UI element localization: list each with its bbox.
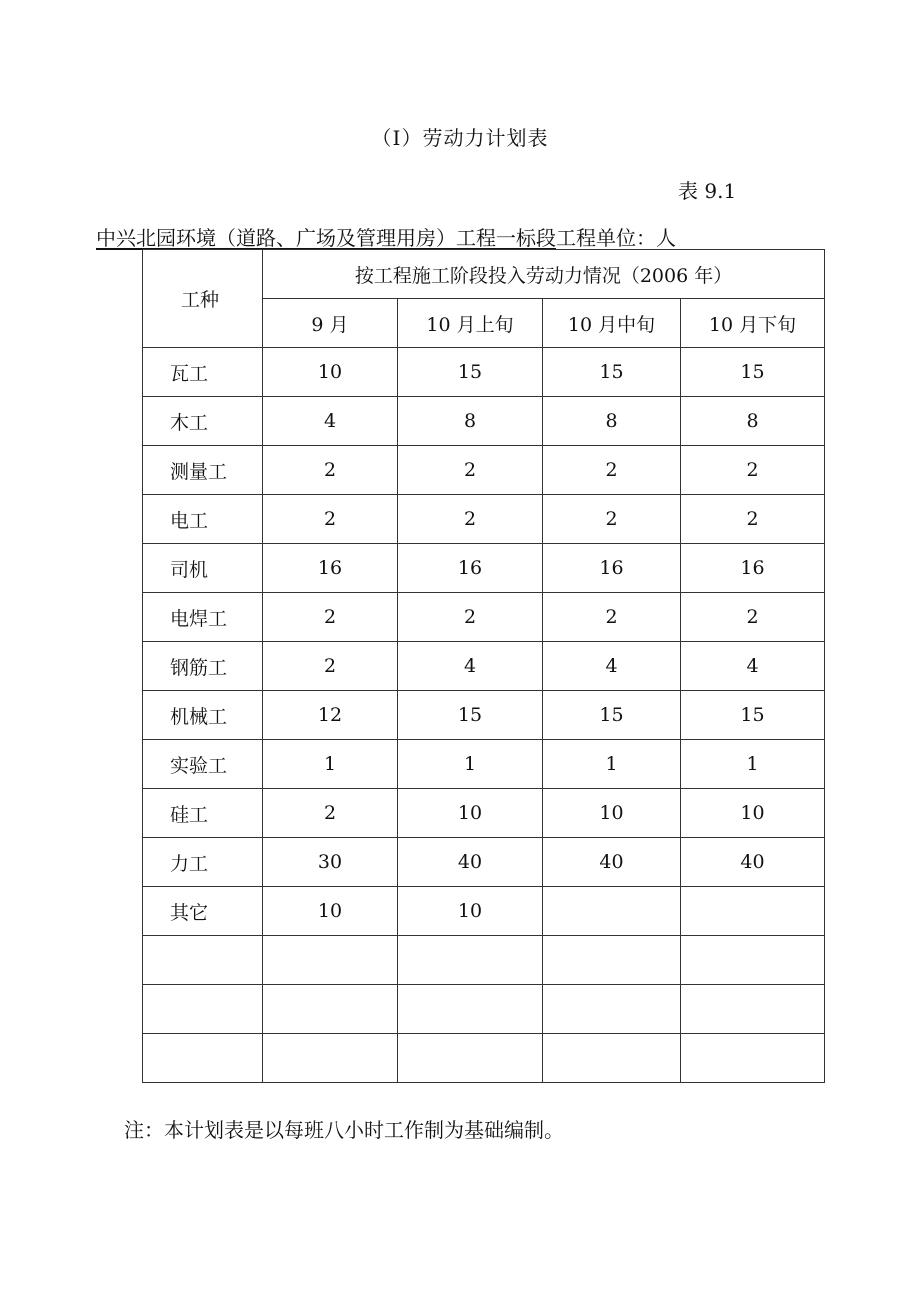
- headcount-cell: 40: [543, 838, 681, 887]
- headcount-cell: 16: [263, 544, 398, 593]
- headcount-cell: 8: [543, 397, 681, 446]
- trade-cell: [143, 936, 263, 985]
- trade-cell: 测量工: [143, 446, 263, 495]
- headcount-cell: [681, 936, 825, 985]
- table-row: [143, 544, 825, 593]
- headcount-cell: 10: [263, 887, 398, 936]
- table-row: [143, 740, 825, 789]
- table-row: [143, 348, 825, 397]
- headcount-cell: 2: [398, 495, 543, 544]
- headcount-cell: [398, 936, 543, 985]
- headcount-cell: 15: [681, 691, 825, 740]
- headcount-cell: 30: [263, 838, 398, 887]
- headcount-cell: 2: [543, 495, 681, 544]
- table-row: [143, 397, 825, 446]
- headcount-cell: 8: [398, 397, 543, 446]
- headcount-cell: 16: [681, 544, 825, 593]
- header-row-group: [143, 250, 825, 299]
- headcount-cell: 1: [398, 740, 543, 789]
- table-row: [143, 495, 825, 544]
- table-row: [143, 838, 825, 887]
- table-row: [143, 789, 825, 838]
- headcount-cell: [681, 887, 825, 936]
- headcount-cell: 2: [263, 593, 398, 642]
- headcount-cell: 2: [681, 593, 825, 642]
- headcount-cell: 10: [398, 789, 543, 838]
- trade-cell: [143, 985, 263, 1034]
- headcount-cell: 2: [681, 495, 825, 544]
- headcount-cell: [681, 985, 825, 1034]
- headcount-cell: 4: [263, 397, 398, 446]
- headcount-cell: 4: [681, 642, 825, 691]
- trade-cell: 其它: [143, 887, 263, 936]
- labor-table-body: [143, 250, 825, 1083]
- headcount-cell: 15: [543, 691, 681, 740]
- headcount-cell: [263, 985, 398, 1034]
- headcount-cell: 2: [263, 789, 398, 838]
- trade-cell: 木工: [143, 397, 263, 446]
- headcount-cell: 15: [398, 691, 543, 740]
- trade-cell: 电工: [143, 495, 263, 544]
- table-row: [143, 446, 825, 495]
- trade-column-header: 工种: [143, 250, 263, 348]
- headcount-cell: 16: [398, 544, 543, 593]
- project-name: 中兴北园环境（道路、广场及管理用房）工程一标段: [96, 226, 556, 250]
- headcount-cell: 2: [263, 446, 398, 495]
- headcount-cell: [681, 1034, 825, 1083]
- headcount-cell: [543, 887, 681, 936]
- headcount-cell: 40: [681, 838, 825, 887]
- headcount-cell: 15: [681, 348, 825, 397]
- table-row: [143, 936, 825, 985]
- table-row: [143, 985, 825, 1034]
- headcount-cell: 12: [263, 691, 398, 740]
- headcount-cell: 10: [543, 789, 681, 838]
- headcount-cell: 2: [398, 446, 543, 495]
- headcount-cell: 2: [263, 642, 398, 691]
- trade-cell: 力工: [143, 838, 263, 887]
- table-note: 注：本计划表是以每班八小时工作制为基础编制。: [124, 1118, 564, 1142]
- headcount-cell: [398, 985, 543, 1034]
- trade-cell: 钢筋工: [143, 642, 263, 691]
- headcount-cell: [263, 936, 398, 985]
- project-line: [96, 222, 676, 251]
- table-row: [143, 1034, 825, 1083]
- headcount-cell: 2: [543, 446, 681, 495]
- trade-cell: 硅工: [143, 789, 263, 838]
- labor-plan-table: [142, 249, 825, 1083]
- headcount-cell: 2: [398, 593, 543, 642]
- table-row: [143, 642, 825, 691]
- unit-label: 工程单位：人: [556, 226, 676, 250]
- headcount-cell: [543, 985, 681, 1034]
- period-header-1: 9 月: [263, 299, 398, 348]
- document-title: （I）劳动力计划表: [371, 126, 549, 150]
- headcount-cell: 4: [398, 642, 543, 691]
- trade-cell: 司机: [143, 544, 263, 593]
- trade-cell: [143, 1034, 263, 1083]
- table-row: [143, 691, 825, 740]
- headcount-cell: 15: [543, 348, 681, 397]
- headcount-cell: 4: [543, 642, 681, 691]
- period-header-4: 10 月下旬: [681, 299, 825, 348]
- trade-cell: 电焊工: [143, 593, 263, 642]
- headcount-cell: 1: [543, 740, 681, 789]
- stage-group-header: 按工程施工阶段投入劳动力情况（2006 年）: [263, 250, 825, 299]
- headcount-cell: [398, 1034, 543, 1083]
- headcount-cell: 40: [398, 838, 543, 887]
- headcount-cell: 8: [681, 397, 825, 446]
- headcount-cell: 2: [543, 593, 681, 642]
- headcount-cell: 16: [543, 544, 681, 593]
- headcount-cell: 15: [398, 348, 543, 397]
- headcount-cell: 2: [681, 446, 825, 495]
- table-row: [143, 593, 825, 642]
- headcount-cell: 1: [681, 740, 825, 789]
- headcount-cell: [543, 1034, 681, 1083]
- table-row: [143, 887, 825, 936]
- trade-cell: 实验工: [143, 740, 263, 789]
- trade-cell: 瓦工: [143, 348, 263, 397]
- period-header-3: 10 月中旬: [543, 299, 681, 348]
- trade-cell: 机械工: [143, 691, 263, 740]
- headcount-cell: 2: [263, 495, 398, 544]
- headcount-cell: 1: [263, 740, 398, 789]
- headcount-cell: 10: [398, 887, 543, 936]
- table-number: 表 9.1: [678, 179, 737, 203]
- period-header-2: 10 月上旬: [398, 299, 543, 348]
- headcount-cell: 10: [681, 789, 825, 838]
- headcount-cell: 10: [263, 348, 398, 397]
- headcount-cell: [263, 1034, 398, 1083]
- headcount-cell: [543, 936, 681, 985]
